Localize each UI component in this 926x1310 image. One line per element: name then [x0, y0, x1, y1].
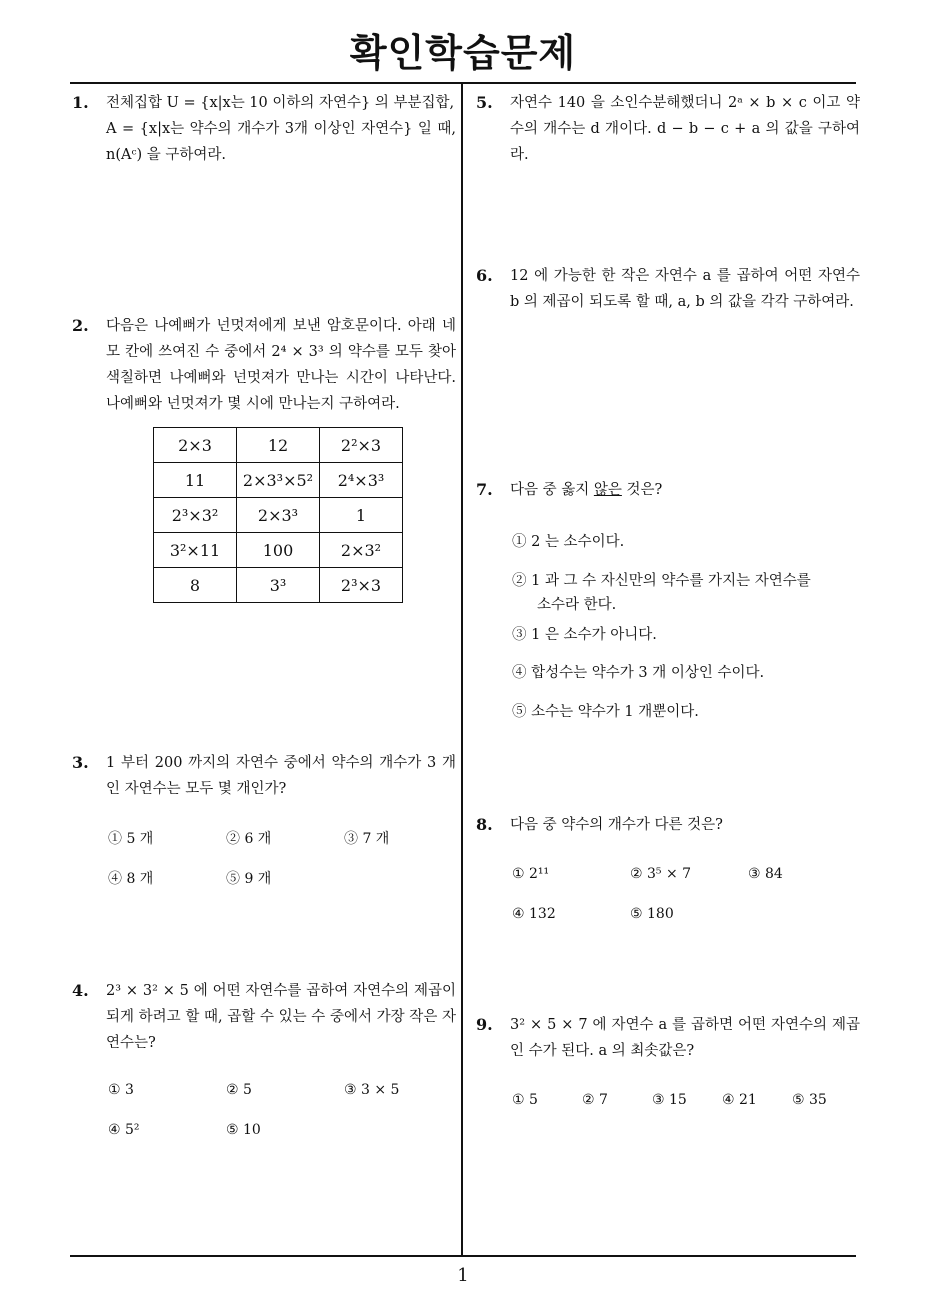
choice[interactable]: ③ 84 — [748, 866, 783, 882]
question-text: 1 부터 200 까지의 자연수 중에서 약수의 개수가 3 개인 자연수는 모두 몇 개인가? — [106, 755, 456, 797]
choice[interactable]: ① 2¹¹ — [512, 866, 550, 882]
grid-cell: 8 — [154, 568, 237, 603]
choice[interactable]: ② 3⁵ × 7 — [630, 866, 692, 882]
choice-continuation: 소수라 한다. — [537, 597, 617, 613]
grid-cell: 2²×3 — [320, 428, 403, 463]
question-number: 7. — [476, 480, 493, 499]
question-8 — [476, 812, 860, 838]
choice[interactable]: ① 5 — [512, 1092, 538, 1108]
question-text: 전체집합 U = {x|x는 10 이하의 자연수} 의 부분집합, — [106, 95, 455, 111]
question-number: 3. — [72, 753, 89, 772]
question-4 — [72, 978, 456, 1056]
grid-cell: 11 — [154, 463, 237, 498]
question-text: 3² × 5 × 7 에 자연수 a 를 곱하면 어떤 자연수의 제곱인 수가 된다. a 의 최솟값은? — [510, 1017, 860, 1059]
question-number: 1. — [72, 93, 89, 112]
question-7 — [476, 477, 860, 503]
choice[interactable]: ③ 3 × 5 — [344, 1082, 400, 1098]
choice[interactable]: ① 2 는 소수이다. — [512, 534, 625, 550]
question-5 — [476, 90, 860, 168]
question-number: 4. — [72, 981, 89, 1000]
question-2 — [72, 313, 456, 417]
grid-cell: 2×3³ — [237, 498, 320, 533]
question-text-part: 다음 중 옳지 — [510, 482, 594, 498]
question-text-part: 것은? — [621, 482, 663, 498]
choice[interactable]: ④ 132 — [512, 906, 556, 922]
question-text: 자연수 140 을 소인수분해했더니 2ᵃ × b × c 이고 약수의 개수는 d 개이다. d − b − c + a 의 값을 구하여라. — [510, 95, 860, 163]
grid-cell: 12 — [237, 428, 320, 463]
choice[interactable]: ⑤ 35 — [792, 1092, 827, 1108]
question-number: 6. — [476, 266, 493, 285]
question-text: 2³ × 3² × 5 에 어떤 자연수를 곱하여 자연수의 제곱이 되게 하려고 할 때, 곱할 수 있는 수 중에서 가장 작은 자연수는? — [106, 983, 456, 1051]
grid-cell: 1 — [320, 498, 403, 533]
choice[interactable]: ④ 8 개 — [108, 871, 154, 887]
question-number: 9. — [476, 1015, 493, 1034]
grid-cell: 100 — [237, 533, 320, 568]
top-rule — [70, 82, 856, 84]
grid-cell: 2³×3² — [154, 498, 237, 533]
grid-cell: 2³×3 — [320, 568, 403, 603]
grid-cell: 3³ — [237, 568, 320, 603]
grid-cell: 3²×11 — [154, 533, 237, 568]
bottom-rule — [70, 1255, 856, 1257]
choice[interactable]: ② 1 과 그 수 자신만의 약수를 가지는 자연수를 — [512, 573, 811, 589]
question-1 — [72, 90, 456, 168]
question-3 — [72, 750, 456, 802]
choice[interactable]: ② 5 — [226, 1082, 252, 1098]
cipher-grid — [153, 427, 403, 603]
choice[interactable]: ④ 합성수는 약수가 3 개 이상인 수이다. — [512, 665, 765, 681]
choice[interactable]: ① 5 개 — [108, 831, 154, 847]
choice[interactable]: ③ 15 — [652, 1092, 687, 1108]
grid-cell: 2×3³×5² — [237, 463, 320, 498]
column-divider — [461, 82, 463, 1257]
choice[interactable]: ③ 7 개 — [344, 831, 390, 847]
choice[interactable]: ④ 21 — [722, 1092, 757, 1108]
question-text: 다음 중 약수의 개수가 다른 것은? — [510, 817, 723, 833]
question-text: 다음은 나예뻐가 넌멋져에게 보낸 암호문이다. 아래 네모 칸에 쓰여진 수 중에서 2⁴ × 3³ 의 약수를 모두 찾아 색칠하면 나예뻐와 넌멋져가 만나는 시간이 나타난다. 나예뻐와 넌멋져가 몇 시에 만나는지 구하여라. — [106, 318, 456, 412]
choice[interactable]: ⑤ 9 개 — [226, 871, 272, 887]
question-number: 5. — [476, 93, 493, 112]
underlined-word: 않은 — [593, 482, 622, 498]
choice[interactable]: ② 6 개 — [226, 831, 272, 847]
choice[interactable]: ④ 5² — [108, 1122, 140, 1138]
question-number: 2. — [72, 316, 89, 335]
page-title: 확인학습문제 — [349, 31, 577, 75]
page-number: 1 — [457, 1265, 469, 1286]
grid-cell: 2×3² — [320, 533, 403, 568]
question-number: 8. — [476, 815, 493, 834]
grid-cell: 2×3 — [154, 428, 237, 463]
question-9 — [476, 1012, 860, 1064]
choice[interactable]: ① 3 — [108, 1082, 134, 1098]
grid-cell: 2⁴×3³ — [320, 463, 403, 498]
choice[interactable]: ⑤ 소수는 약수가 1 개뿐이다. — [512, 704, 699, 720]
question-text: 12 에 가능한 한 작은 자연수 a 를 곱하여 어떤 자연수 b 의 제곱이 되도록 할 때, a, b 의 값을 각각 구하여라. — [510, 268, 860, 310]
question-6 — [476, 263, 860, 315]
question-text: A = {x|x는 약수의 개수가 3개 이상인 자연수} 일 때, n(Aᶜ) 을 구하여라. — [106, 121, 456, 163]
choice[interactable]: ③ 1 은 소수가 아니다. — [512, 627, 657, 643]
question-text — [510, 477, 860, 503]
choice[interactable]: ⑤ 10 — [226, 1122, 261, 1138]
choice[interactable]: ② 7 — [582, 1092, 608, 1108]
choice[interactable]: ⑤ 180 — [630, 906, 674, 922]
